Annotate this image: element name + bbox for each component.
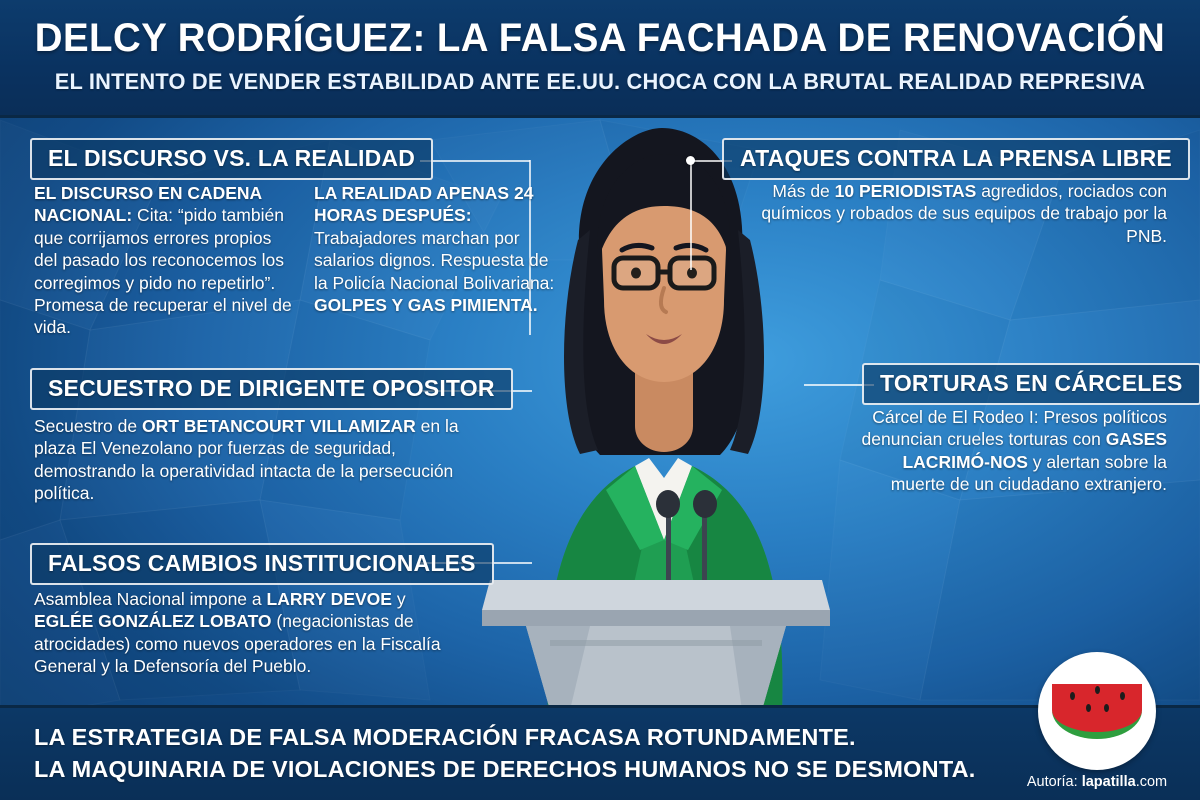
text-torturas-pre: Cárcel de El Rodeo I: Presos políticos denuncian crueles torturas con xyxy=(861,407,1167,450)
connector-ataques-v xyxy=(690,160,692,270)
text-falsos-name2: EGLÉE GONZÁLEZ LOBATO xyxy=(34,611,272,632)
connector-discurso xyxy=(420,160,530,162)
text-secuestro xyxy=(34,415,474,505)
text-secuestro-pre: Secuestro de xyxy=(34,416,142,436)
text-ataques-pre: Más de xyxy=(772,181,835,201)
page-subtitle: EL INTENTO DE VENDER ESTABILIDAD ANTE EE.UU. CHOCA CON LA BRUTAL REALIDAD REPRESIVA xyxy=(54,69,1146,94)
credit-label: Autoría: xyxy=(1026,774,1082,790)
section-heading-secuestro: SECUESTRO DE DIRIGENTE OPOSITOR xyxy=(30,368,513,410)
page-title: DELCY RODRÍGUEZ: LA FALSA FACHADA DE RENOVACIÓN xyxy=(34,16,1166,60)
text-discurso-col2-label: LA REALIDAD APENAS 24 HORAS DESPUÉS: xyxy=(314,183,534,226)
footer-banner xyxy=(0,705,1200,800)
section-heading-torturas: TORTURAS EN CÁRCELES xyxy=(862,363,1200,405)
text-ataques-post: agredidos, rociados con químicos y robados de sus equipos de trabajo por la PNB. xyxy=(761,181,1167,246)
text-secuestro-name: ORT BETANCOURT VILLAMIZAR xyxy=(141,416,416,436)
text-falsos-pre: Asamblea Nacional impone a xyxy=(34,589,267,609)
text-discurso-col2-strong: GOLPES Y GAS PIMIENTA. xyxy=(314,294,538,315)
text-discurso-col1-label: EL DISCURSO EN CADENA NACIONAL: xyxy=(34,183,262,226)
footer-line-2: LA MAQUINARIA DE VIOLACIONES DE DERECHOS HUMANOS NO SE DESMONTA. xyxy=(34,756,976,782)
text-falsos-cambios xyxy=(34,588,464,678)
text-torturas-post: y alertan sobre la muerte de un ciudadano extranjero. xyxy=(890,451,1167,495)
credit-text xyxy=(1012,774,1182,790)
watermelon-shape xyxy=(1052,680,1142,739)
text-discurso-col1 xyxy=(34,182,292,339)
footer-line-1: LA ESTRATEGIA DE FALSA MODERACIÓN FRACASA ROTUNDAMENTE. xyxy=(34,724,856,750)
text-falsos-name1: LARRY DEVOE xyxy=(266,589,392,609)
credit-tld: .com xyxy=(1135,774,1168,790)
text-ataques-strong: 10 PERIODISTAS xyxy=(834,181,977,201)
text-discurso-col2-body: Trabajadores marchan por salarios dignos. Respuesta de la Policía Nacional Bolivariana: xyxy=(314,227,555,293)
logo-lapatilla[interactable] xyxy=(1012,652,1182,790)
text-discurso-col1-body: Cita: “pido también que corrijamos errores propios del pasado los reconocemos los corregimos y pido no repetirlo”. Promesa de recuperar el nivel de vida. xyxy=(34,205,292,338)
text-torturas xyxy=(847,406,1167,496)
text-discurso-col2 xyxy=(314,182,564,316)
credit-brand: lapatilla xyxy=(1081,774,1136,790)
connector-dot-ataques xyxy=(686,156,695,165)
text-secuestro-post: en la plaza El Venezolano por fuerzas de seguridad, demostrando la operatividad intacta de la persecución política. xyxy=(34,416,459,504)
watermelon-icon xyxy=(1038,652,1156,770)
section-heading-discurso: EL DISCURSO VS. LA REALIDAD xyxy=(30,138,433,180)
text-ataques-prensa xyxy=(745,180,1167,247)
header-banner xyxy=(0,0,1200,118)
text-falsos-post: (negacionistas de atrocidades) como nuevos operadores en la Fiscalía General y la Defensoría del Pueblo. xyxy=(34,611,441,677)
section-heading-ataques-prensa: ATAQUES CONTRA LA PRENSA LIBRE xyxy=(722,138,1190,180)
text-falsos-mid: y xyxy=(391,589,406,609)
section-heading-falsos-cambios: FALSOS CAMBIOS INSTITUCIONALES xyxy=(30,543,494,585)
text-torturas-strong: GASES LACRIMÓ-NOS xyxy=(902,429,1167,472)
